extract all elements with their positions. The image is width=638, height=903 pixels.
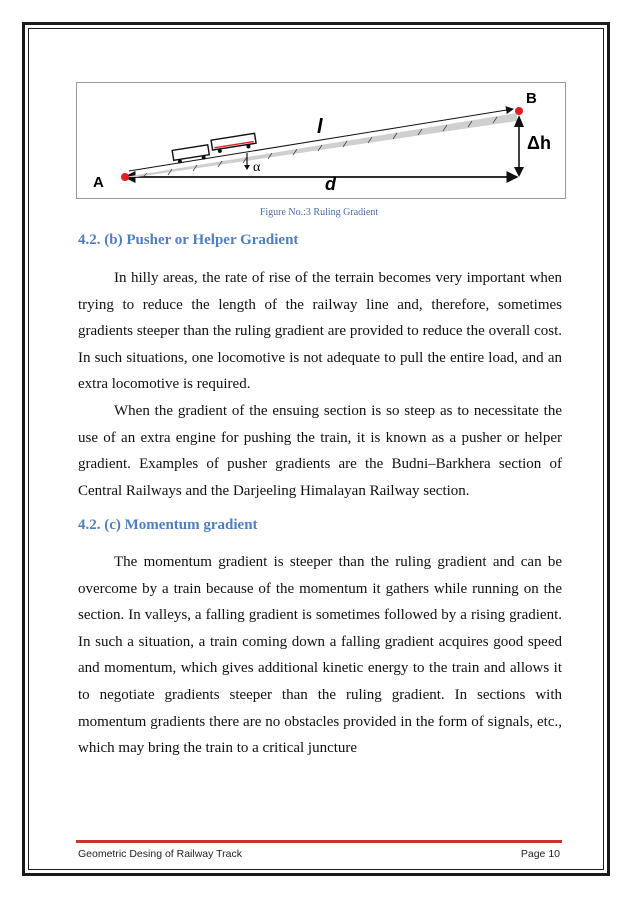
- figure-caption: Figure No.:3 Ruling Gradient: [259, 207, 379, 218]
- distance-label: d: [325, 174, 336, 194]
- section-heading-momentum: 4.2. (c) Momentum gradient: [78, 517, 258, 533]
- ruling-gradient-figure: [76, 82, 566, 199]
- paragraph-momentum-1: The momentum gradient is steeper than the ruling gradient and can be overcome by a train because of the momentum it gathers while running on the section. In valleys, a falling gradient is sometimes followed by a rising gradient. In such a situation, a train coming down a falling gradient acquires good speed and momentum, which gives additional kinetic energy to the train and allows it to negotiate gradients steeper than the ruling gradient. In sections with momentum gradients there are no obstacles provided in the form of signals, etc., which may bring the train to a critical juncture: [78, 554, 562, 757]
- angle-label: α: [253, 160, 261, 175]
- point-a-dot: [121, 173, 129, 181]
- page-number: Page 10: [520, 848, 560, 860]
- paragraph-pusher-2: When the gradient of the ensuing section is so steep as to necessitate the use of an extra engine for pushing the train, it is known as a pusher or helper gradient. Examples of pusher gradients are the Budni–Barkhera section of Central Railways and the Darjeeling Himalayan Railway section.: [78, 403, 562, 499]
- point-b-dot: [515, 107, 523, 115]
- section-heading-pusher: 4.2. (b) Pusher or Helper Gradient: [78, 232, 299, 248]
- point-b-label: B: [526, 90, 537, 107]
- footer-rule: [76, 840, 562, 843]
- point-a-label: A: [93, 174, 104, 191]
- length-label: l: [317, 116, 323, 138]
- paragraph-pusher-1: In hilly areas, the rate of rise of the terrain becomes very important when trying to reduce the length of the railway line and, therefore, sometimes gradients steeper than the ruling gradient are provided to reduce the overall cost. In such situations, one locomotive is not adequate to pull the entire load, and an extra locomotive is required.: [78, 270, 562, 393]
- footer-title: Geometric Desing of Railway Track: [78, 848, 242, 860]
- gradient-diagram: [77, 83, 567, 200]
- height-label: Δh: [527, 133, 551, 153]
